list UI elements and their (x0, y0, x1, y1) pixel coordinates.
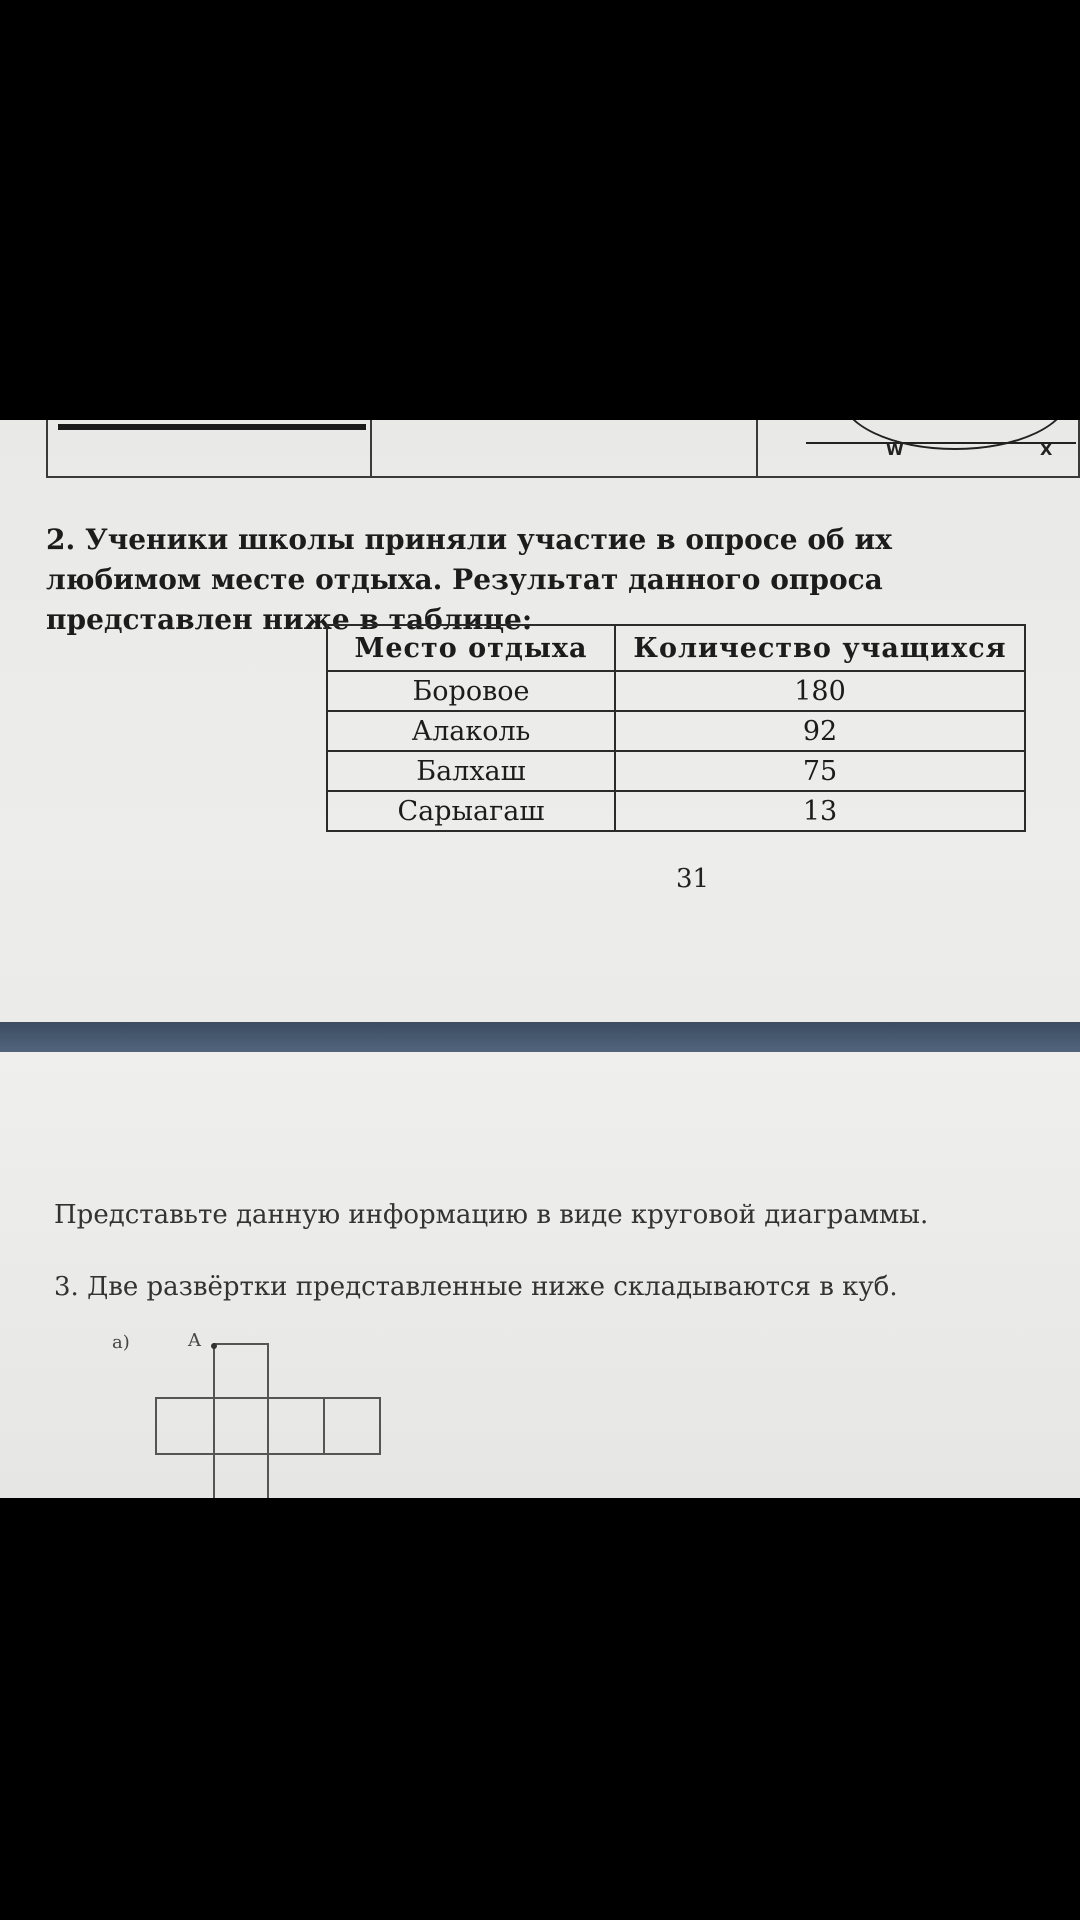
cell-count: 180 (615, 671, 1025, 711)
table-divider (370, 420, 372, 476)
cell-place: Алаколь (327, 711, 615, 751)
table-header-row (327, 625, 1025, 671)
header-count: Количество учащихся (615, 625, 1025, 671)
worksheet-photo (0, 420, 1080, 1498)
cell-count: 92 (615, 711, 1025, 751)
survey-results-table (326, 624, 1026, 832)
cube-net-drawing (150, 1342, 390, 1498)
page-separator (0, 1022, 1080, 1052)
subtask-label: а) (112, 1332, 130, 1353)
pie-chart-instruction: Представьте данную информацию в виде круговой диаграммы. (54, 1200, 929, 1230)
line-drawing (806, 442, 1076, 444)
cell-count: 13 (615, 791, 1025, 831)
net-point-label: A (188, 1330, 201, 1351)
header-place: Место отдыха (327, 625, 615, 671)
cell-place: Балхаш (327, 751, 615, 791)
table-row (327, 751, 1025, 791)
table-row (327, 711, 1025, 751)
next-page (0, 1052, 1080, 1498)
table-row (327, 671, 1025, 711)
answer-line (58, 424, 366, 430)
cell-place: Сарыагаш (327, 791, 615, 831)
task-2-text: 2. Ученики школы приняли участие в опросе об их любимом месте отдыха. Результат данного опроса представлен ниже в таблице: (46, 523, 892, 636)
point-label-w: W (886, 440, 904, 459)
task-3-text: 3. Две развёртки представленные ниже складываются в куб. (54, 1272, 898, 1302)
cell-place: Боровое (327, 671, 615, 711)
page-number: 31 (676, 864, 710, 894)
table-row (327, 791, 1025, 831)
cell-count: 75 (615, 751, 1025, 791)
table-divider (756, 420, 758, 476)
point-label-x: X (1040, 440, 1053, 459)
